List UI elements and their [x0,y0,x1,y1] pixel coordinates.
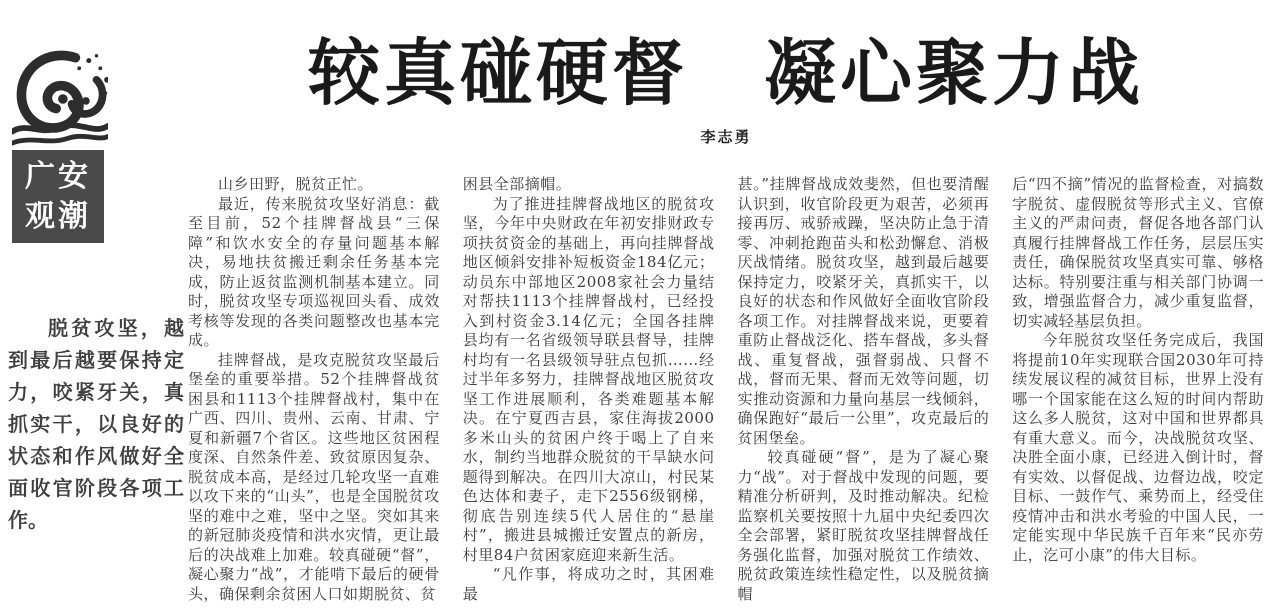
body-columns [188,175,1264,603]
paragraph: 最近，传来脱贫攻坚好消息：截至目前，52个挂牌督战县“三保障”和饮水安全的存量问题基本解决，易地扶贫搬迁剩余任务基本完成，防止返贫监测机制基本建立。同时，脱贫攻坚专项巡视回头看、成效考核等发现的各类问题整改也基本完成。 [188,194,440,349]
column-name-line1: 广安 [25,159,91,194]
article-title: 较真碰硬督 凝心聚力战 [307,30,1144,115]
paragraph: 挂牌督战，是攻克脱贫攻坚最后堡垒的重要举措。52个挂牌督战贫困县和1113个挂牌督战村，集中在广西、四川、贵州、云南、甘肃、宁夏和新疆7个省区。这些地区贫困程度深、自然条件差、致贫原因复杂、脱贫成本高，是经过几轮攻坚一直难以攻下来的“山头”，也是全国脱贫攻坚的难中之难，坚中之坚。突如其来的新冠肺炎疫情和洪水灾情，更让最后的决战难上加难。较真碰硬“督”，凝心聚力“战”，才能啃下最后的硬骨头，确保剩余贫困人口如期脱贫、贫 [188,350,440,603]
text-column-2 [462,175,715,603]
paragraph-continuation: 后“四不摘”情况的监督检查，对搞数字脱贫、虚假脱贫等形式主义、官僚主义的严肃问责，督促各地各部门认真履行挂牌督战工作任务，层层压实责任，确保脱贫攻坚真实可靠、够格达标。特别要注重与相关部门协调一致，增强监督合力，减少重复监督，切实减轻基层负担。 [1012,175,1264,330]
column-name-line2: 观潮 [25,199,91,234]
masthead-rail [0,0,188,610]
column-name-box [12,150,104,243]
article [188,0,1264,610]
paragraph: 今年脱贫攻坚任务完成后，我国将提前10年实现联合国2030年可持续发展议程的减贫目标，世界上没有哪一个国家能在这么短的时间内帮助这么多人脱贫，这对中国和世界都具有重大意义。而今，决战脱贫攻坚、决胜全面小康，已经进入倒计时，督有实效、以督促战、边督边战，咬定目标、一鼓作气、乘势而上，经受住疫情冲击和洪水考验的中国人民，一定能实现中华民族千百年来“民亦劳止，汔可小康”的伟大目标。 [1012,331,1264,564]
text-column-4 [1012,175,1264,595]
paragraph: 较真碰硬“督”，是为了凝心聚力“战”。对于督战中发现的问题，要精准分析研判，及时推动解决。纪检监察机关要按照十九届中央纪委四次全会部署，紧盯脱贫攻坚挂牌督战任务强化监督，加强对脱贫工作绩效、脱贫政策连续性稳定性，以及脱贫摘帽 [737,448,990,603]
byline: 李志勇 [700,128,752,146]
text-column-1 [188,175,440,603]
text-column-3 [737,175,990,603]
pull-quote: 脱贫攻坚，越到最后越要保持定力，咬紧牙关，真抓实干，以良好的状态和作风做好全面收官阶段各项工作。 [8,316,184,532]
paragraph: 为了推进挂牌督战地区的脱贫攻坚，今年中央财政在年初安排财政专项扶贫资金的基础上，再向挂牌督战地区倾斜安排补短板资金184亿元；动员东中部地区2008家社会力量结对帮扶1113个挂牌督战村，已经投入到村资金3.14亿元；全国各挂牌县均有一名省级领导联县督导，挂牌村均有一名县级领导驻点包抓……经过半年多努力，挂牌督战地区脱贫攻坚工作进展顺利，各类难题基本解决。在宁夏西吉县，家住海拔2000多米山头的贫困户终于喝上了自来水，制约当地群众脱贫的干旱缺水问题得到解决。在四川大凉山，村民某色达体和妻子，走下2556级钢梯，彻底告别连续5代人居住的“悬崖村”，搬进县城搬迁安置点的新房，村里84户贫困家庭迎来新生活。 [462,194,715,564]
wave-icon [12,50,108,148]
paragraph-continuation: 甚。”挂牌督战成效斐然，但也要清醒认识到，收官阶段更为艰苦，必须再接再厉、戒骄戒躁，坚决防止急于清零、冲刺抢跑苗头和松劲懈怠、消极厌战情绪。脱贫攻坚，越到最后越要保持定力，咬紧牙关，真抓实干，以良好的状态和作风做好全面收官阶段各项工作。对挂牌督战来说，更要着重防止督战泛化、搭车督战，多头督战、重复督战，强督弱战、只督不战，督而无果、督而无效等问题，切实推动资源和力量向基层一线倾斜，确保跑好“最后一公里”，攻克最后的贫困堡垒。 [737,175,990,447]
paragraph: 山乡田野，脱贫正忙。 [218,175,374,193]
paragraph-continuation: 困县全部摘帽。 [462,175,572,193]
paragraph: “凡作事，将成功之时，其困难最 [462,565,715,603]
